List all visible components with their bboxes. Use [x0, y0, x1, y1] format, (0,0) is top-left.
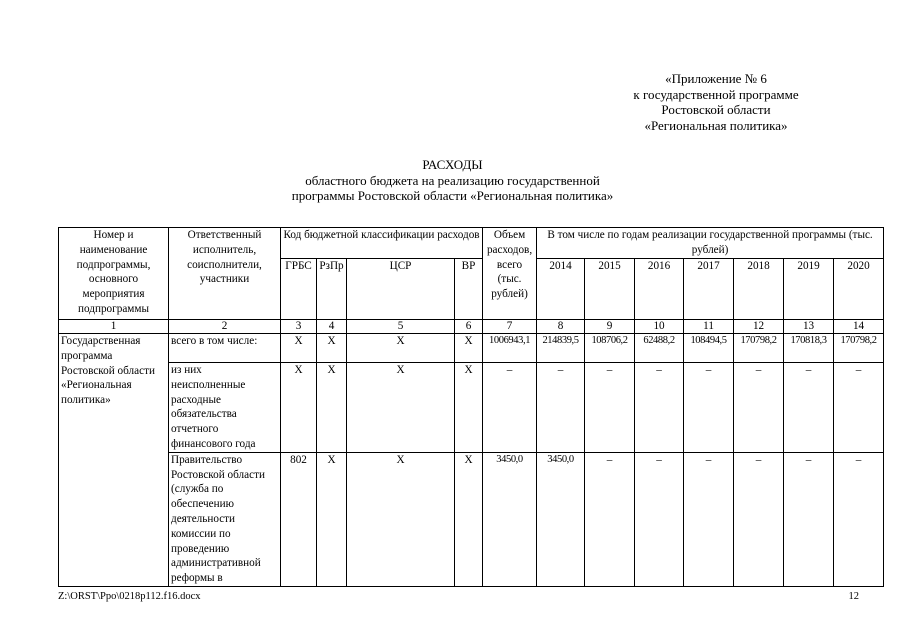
title-line-3: программы Ростовской области «Региональная политика» — [291, 188, 614, 203]
col-number: 13 — [784, 320, 834, 334]
rzpr-cell: Х — [317, 452, 347, 586]
total-cell: 1006943,1 — [483, 334, 537, 363]
csr-cell: Х — [347, 363, 455, 453]
col-number: 3 — [281, 320, 317, 334]
year-value-cell: – — [784, 363, 834, 453]
header-total: Объем расходов, всего (тыс. рублей) — [483, 228, 537, 320]
col-number: 1 — [59, 320, 169, 334]
year-value-cell: 62488,2 — [635, 334, 684, 363]
col-number: 14 — [834, 320, 884, 334]
year-value-cell: – — [537, 363, 585, 453]
expenses-table — [58, 227, 884, 587]
appendix-line-2: к государственной программе — [633, 86, 799, 102]
header-years-group: В том числе по годам реализации государственной программы (тыс. рублей) — [537, 228, 884, 259]
executor-cell: из них неисполненные расходные обязательства отчетного финансового года — [169, 363, 281, 453]
col-number: 10 — [635, 320, 684, 334]
col-number: 4 — [317, 320, 347, 334]
program-name-cell: Государственная программа Ростовской области «Региональная политика» — [59, 334, 169, 587]
col-number: 2 — [169, 320, 281, 334]
csr-cell: Х — [347, 334, 455, 363]
year-value-cell: 3450,0 — [537, 452, 585, 586]
total-cell: – — [483, 363, 537, 453]
col-number: 6 — [455, 320, 483, 334]
table-row — [59, 363, 884, 453]
rzpr-cell: Х — [317, 363, 347, 453]
rzpr-cell: Х — [317, 334, 347, 363]
col-number: 9 — [585, 320, 635, 334]
vr-cell: Х — [455, 363, 483, 453]
header-csr: ЦСР — [347, 259, 455, 320]
grbs-cell: Х — [281, 334, 317, 363]
executor-cell: Правительство Ростовской области (служба по обеспечению деятельности комиссии по проведению административной реформы в — [169, 452, 281, 586]
year-value-cell: – — [834, 452, 884, 586]
title-line-1: РАСХОДЫ — [422, 157, 483, 172]
appendix-line-3: Ростовской области — [661, 102, 771, 117]
title-line-2: областного бюджета на реализацию государственной — [305, 172, 600, 188]
year-value-cell: – — [684, 452, 734, 586]
appendix-line-4: «Региональная политика» — [644, 117, 788, 133]
year-value-cell: – — [784, 452, 834, 586]
table-row — [59, 452, 884, 586]
header-year-2019: 2019 — [784, 259, 834, 320]
header-year-2017: 2017 — [684, 259, 734, 320]
document-title — [0, 157, 905, 204]
appendix-line-1: «Приложение № 6 — [665, 71, 767, 86]
year-value-cell: – — [635, 452, 684, 586]
header-year-2020: 2020 — [834, 259, 884, 320]
year-value-cell: 108706,2 — [585, 334, 635, 363]
year-value-cell: 170798,2 — [734, 334, 784, 363]
year-value-cell: 108494,5 — [684, 334, 734, 363]
executor-cell: всего в том числе: — [169, 334, 281, 363]
year-value-cell: 170798,2 — [834, 334, 884, 363]
header-grbs: ГРБС — [281, 259, 317, 320]
header-budget-code: Код бюджетной классификации расходов — [281, 228, 483, 259]
year-value-cell: – — [734, 363, 784, 453]
vr-cell: Х — [455, 334, 483, 363]
col-number: 7 — [483, 320, 537, 334]
header-year-2016: 2016 — [635, 259, 684, 320]
year-value-cell: – — [635, 363, 684, 453]
csr-cell: Х — [347, 452, 455, 586]
header-year-2018: 2018 — [734, 259, 784, 320]
col-number: 8 — [537, 320, 585, 334]
column-number-row — [59, 320, 884, 334]
header-program-name: Номер и наименование подпрограммы, основного мероприятия подпрограммы — [59, 228, 169, 320]
col-number: 5 — [347, 320, 455, 334]
vr-cell: Х — [455, 452, 483, 586]
col-number: 12 — [734, 320, 784, 334]
footer-file-path: Z:\ORST\Ppo\0218p112.f16.docx — [58, 591, 201, 602]
year-value-cell: – — [585, 452, 635, 586]
grbs-cell: Х — [281, 363, 317, 453]
year-value-cell: – — [585, 363, 635, 453]
year-value-cell: – — [834, 363, 884, 453]
header-executor: Ответственный исполнитель, соисполнители, участники — [169, 228, 281, 320]
table-row — [59, 334, 884, 363]
header-vr: ВР — [455, 259, 483, 320]
footer-page-number: 12 — [848, 591, 859, 602]
year-value-cell: 214839,5 — [537, 334, 585, 363]
grbs-cell: 802 — [281, 452, 317, 586]
header-row-1 — [59, 228, 884, 259]
appendix-note — [586, 71, 846, 133]
year-value-cell: 170818,3 — [784, 334, 834, 363]
year-value-cell: – — [684, 363, 734, 453]
header-rzpr: РзПр — [317, 259, 347, 320]
total-cell: 3450,0 — [483, 452, 537, 586]
col-number: 11 — [684, 320, 734, 334]
header-year-2015: 2015 — [585, 259, 635, 320]
header-year-2014: 2014 — [537, 259, 585, 320]
year-value-cell: – — [734, 452, 784, 586]
